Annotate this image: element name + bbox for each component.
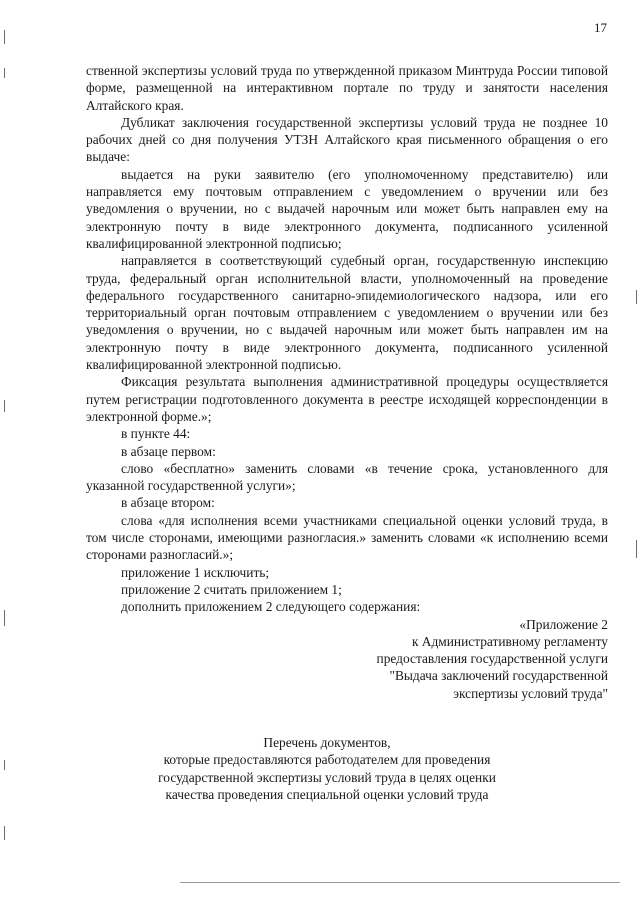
appendix-line: "Выдача заключений государственной (389, 668, 608, 684)
paragraph: слова «для исполнения всеми участниками специальной оценки условий труда, в том числе сторонами, имеющими разногласия.» заменить словами «к исполнению всеми сторонами разногласий.»; (86, 512, 608, 563)
paragraph: дополнить приложением 2 следующего содержания: (121, 599, 421, 615)
scan-edge-mark (4, 30, 5, 44)
title-line: Перечень документов, (263, 734, 391, 750)
title-line: качества проведения специальной оценки условий труда (165, 787, 489, 803)
paragraph: направляется в соответствующий судебный орган, государственную инспекцию труда, федеральный орган исполнительной власти, уполномоченный на проведение федерального государственного санитарно-эпидемиологического надзора, или его территориальный орган почтовым отправлением с уведомлением о вручении или без уведомления о вручении, но с выдачей нарочным или может быть направлен им на электронную почту в виде электронного документа, подписанного усиленной квалифицированной электронной подписью. (86, 253, 608, 373)
appendix-line: предоставления государственной услуги (376, 651, 608, 667)
scan-edge-mark (636, 290, 637, 304)
scan-edge-mark (636, 540, 637, 558)
paragraph: ственной экспертизы условий труда по утвержденной приказом Минтруда России типовой форме, размещенной на интерактивном портале по труду и занятости населения Алтайского края. (86, 63, 608, 113)
paragraph: слово «бесплатно» заменить словами «в течение срока, установленного для указанной государственной услуги»; (86, 460, 608, 494)
paragraph: в пункте 44: (121, 426, 191, 442)
paragraph: в абзаце втором: (121, 495, 215, 511)
paragraph: в абзаце первом: (121, 443, 216, 459)
appendix-line: к Административному регламенту (411, 633, 608, 649)
page-number: 17 (594, 20, 607, 35)
paragraph: приложение 1 исключить; (121, 564, 270, 580)
paragraph: приложение 2 считать приложением 1; (121, 581, 342, 597)
title-line: которые предоставляются работодателем для проведения (163, 752, 491, 768)
appendix-reference (86, 616, 608, 702)
appendix-line: «Приложение 2 (519, 616, 608, 632)
paragraph: выдается на руки заявителю (его уполномоченному представителю) или направляется ему почтовым отправлением с уведомлением о вручении или без уведомления о вручении, но с выдачей нарочным или может быть направлен ему на электронную почту в виде электронного документа, подписанного усиленной квалифицированной электронной подписью; (86, 166, 608, 251)
scan-edge-mark (4, 400, 5, 412)
scan-edge-mark (4, 68, 5, 78)
document-body (86, 62, 608, 804)
paragraph: Фиксация результата выполнения административной процедуры осуществляется путем регистрации подготовленного документа в реестре исходящей корреспонденции в электронной форме.»; (86, 374, 608, 424)
title-line: государственной экспертизы условий труда в целях оценки (158, 769, 496, 785)
appendix-line: экспертизы условий труда" (453, 685, 608, 701)
scan-bottom-rule (180, 882, 620, 883)
scan-edge-mark (4, 826, 5, 840)
scan-edge-mark (4, 760, 5, 770)
scan-edge-mark (4, 610, 5, 626)
document-list-title (86, 734, 608, 804)
spacer (86, 702, 608, 734)
paragraph: Дубликат заключения государственной экспертизы условий труда не позднее 10 рабочих дней со дня получения УТЗН Алтайского края письменного обращения о его выдаче: (86, 114, 608, 165)
